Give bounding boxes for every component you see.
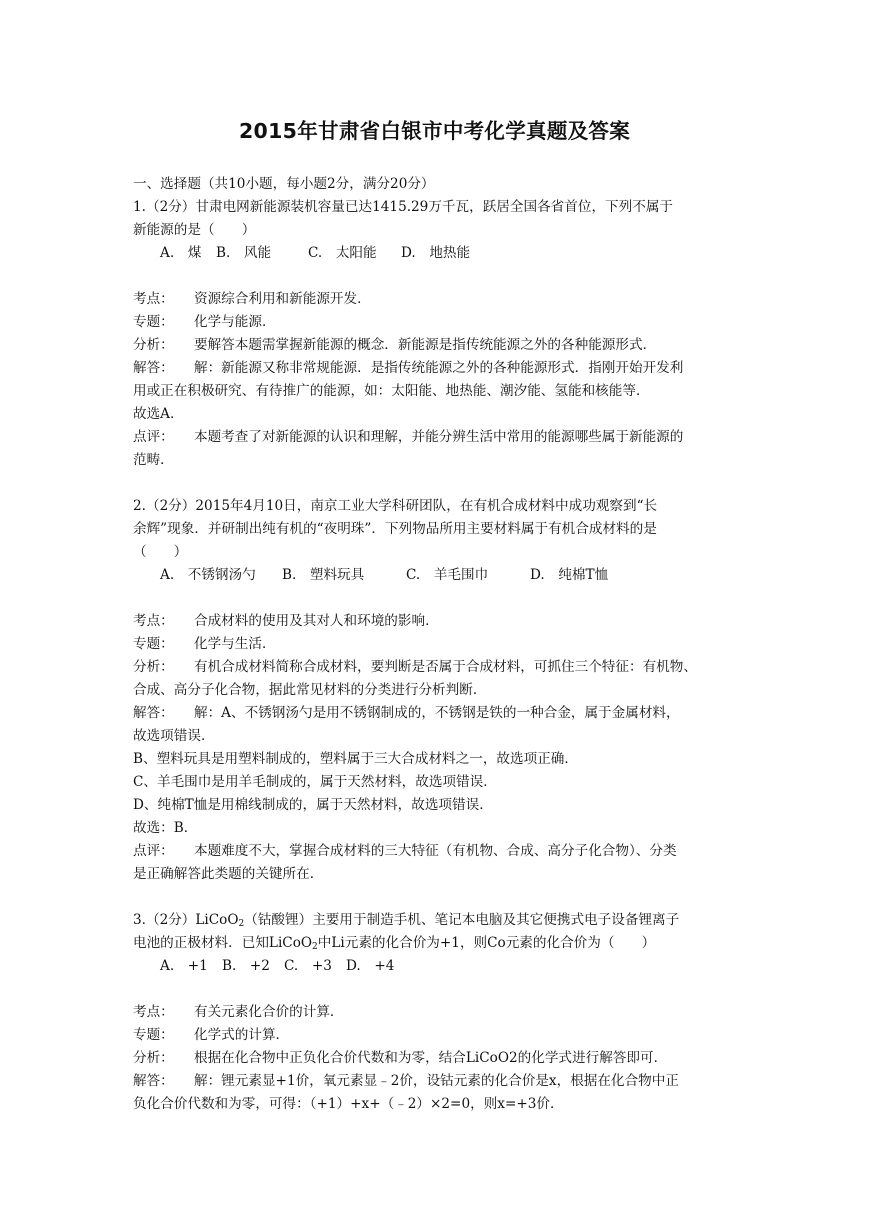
q3-stem-line2	[133, 933, 655, 953]
page-title: 2015年甘肃省白银市中考化学真题及答案	[238, 119, 631, 143]
q2-fenxi-text1: 有机合成材料简称合成材料，要判断是否属于合成材料，可抓住三个特征：有机物、	[194, 659, 697, 675]
q3-stem2-post: 中Li元素的化合价为+1，则Co元素的化合价为（ ）	[317, 935, 656, 951]
q2-jieda-text1: 解：A、不锈钢汤勺是用不锈钢制成的，不锈钢是铁的一种合金，属于金属材料，	[194, 705, 680, 721]
q2-jieda-line5: D、纯棉T恤是用棉线制成的，属于天然材料，故选项错误．	[133, 797, 493, 813]
q3-option-b: B. +2	[222, 958, 270, 974]
q3-stem2-pre: 电池的正极材料．已知LiCoO	[133, 935, 313, 951]
dianping-label: 点评：	[133, 843, 174, 859]
kaodian-label: 考点：	[133, 1004, 174, 1020]
q1-kaodian	[133, 289, 371, 309]
q1-stem-line1: 1.（2分）甘肃电网新能源装机容量已达1415.29万千瓦，跃居全国各省首位，下列不属于	[133, 199, 674, 215]
q3-jieda-text1: 解：锂元素显+1价，氧元素显﹣2价，设钴元素的化合价是x，根据在化合物中正	[194, 1073, 679, 1089]
q1-fenxi	[133, 335, 656, 355]
q2-jieda	[133, 703, 680, 723]
q3-jieda-line2: 负化合价代数和为零，可得：（+1）+x+（﹣2）×2=0，则x=+3价．	[133, 1096, 564, 1112]
q1-option-c: C. 太阳能	[308, 245, 377, 261]
section-header: 一、选择题（共10小题，每小题2分，满分20分）	[133, 176, 435, 192]
q1-dianping	[133, 427, 683, 447]
q3-option-c: C. +3	[284, 958, 332, 974]
q1-options	[160, 243, 470, 263]
q3-fenxi-text: 根据在化合物中正负化合价代数和为零，结合LiCoO2的化学式进行解答即可．	[194, 1050, 668, 1066]
q3-option-d: D. +4	[346, 958, 395, 974]
zhuanti-label: 专题：	[133, 636, 174, 652]
q2-dianping-line2: 是正确解答此类题的关键所在．	[133, 866, 324, 882]
q3-stem1-post: （钴酸锂）主要用于制造手机、笔记本电脑及其它便携式电子设备锂离子	[244, 912, 680, 928]
q2-jieda-line6: 故选：B．	[133, 820, 198, 836]
fenxi-label: 分析：	[133, 1050, 174, 1066]
q2-option-a: A. 不锈钢汤勺	[160, 567, 256, 583]
q1-zhuanti-text: 化学与能源．	[194, 314, 276, 330]
q3-kaodian	[133, 1002, 344, 1022]
q1-jieda	[133, 358, 683, 378]
q1-jieda-text1: 解：新能源又称非常规能源．是指传统能源之外的各种能源形式．指刚开始开发利	[194, 360, 684, 376]
q1-option-d: D. 地热能	[401, 245, 471, 261]
kaodian-label: 考点：	[133, 291, 174, 307]
q2-kaodian	[133, 611, 439, 631]
q2-stem-line1: 2.（2分）2015年4月10日，南京工业大学科研团队，在有机合成材料中成功观察到“长	[133, 498, 658, 514]
q1-stem-line2: 新能源的是（ ）	[133, 222, 256, 238]
jieda-label: 解答：	[133, 1073, 174, 1089]
q2-option-d: D. 纯棉T恤	[530, 567, 609, 583]
q1-kaodian-text: 资源综合利用和新能源开发．	[194, 291, 371, 307]
q2-kaodian-text: 合成材料的使用及其对人和环境的影响．	[194, 613, 439, 629]
q1-dianping-line2: 范畴．	[133, 452, 174, 468]
q2-fenxi	[133, 657, 697, 677]
kaodian-label: 考点：	[133, 613, 174, 629]
q1-option-b: B. 风能	[216, 245, 272, 261]
q1-dianping-text1: 本题考查了对新能源的认识和理解，并能分辨生活中常用的能源哪些属于新能源的	[194, 429, 684, 445]
q1-fenxi-text: 要解答本题需掌握新能源的概念．新能源是指传统能源之外的各种能源形式．	[194, 337, 657, 353]
q3-stem1-pre: 3.（2分）LiCoO	[133, 912, 239, 928]
q2-jieda-line4: C、羊毛围巾是用羊毛制成的，属于天然材料，故选项错误．	[133, 774, 497, 790]
q2-dianping	[133, 841, 677, 861]
dianping-label: 点评：	[133, 429, 174, 445]
q2-option-c: C. 羊毛围巾	[406, 567, 489, 583]
fenxi-label: 分析：	[133, 337, 174, 353]
q3-stem2-subscript: 2	[312, 942, 318, 952]
q1-option-a: A. 煤	[160, 245, 202, 261]
q2-zhuanti	[133, 634, 276, 654]
q2-dianping-text1: 本题难度不大，掌握合成材料的三大特征（有机物、合成、高分子化合物）、分类	[194, 843, 677, 859]
q2-options	[160, 565, 608, 585]
jieda-label: 解答：	[133, 705, 174, 721]
jieda-label: 解答：	[133, 360, 174, 376]
q2-stem-line2: 余辉”现象．并研制出纯有机的“夜明珠”．下列物品所用主要材料属于有机合成材料的是	[133, 521, 657, 537]
q2-jieda-line3: B、塑料玩具是用塑料制成的，塑料属于三大合成材料之一，故选项正确．	[133, 751, 578, 767]
q3-zhuanti-text: 化学式的计算．	[194, 1027, 290, 1043]
fenxi-label: 分析：	[133, 659, 174, 675]
q3-option-a: A. +1	[160, 958, 208, 974]
q3-kaodian-text: 有关元素化合价的计算．	[194, 1004, 344, 1020]
q1-jieda-line3: 故选A．	[133, 406, 184, 422]
q2-fenxi-line2: 合成、高分子化合物，据此常见材料的分类进行分析判断．	[133, 682, 487, 698]
q3-jieda	[133, 1071, 679, 1091]
q1-jieda-line2: 用或正在积极研究、有待推广的能源，如：太阳能、地热能、潮汐能、氢能和核能等．	[133, 383, 650, 399]
q2-stem-line3: （ ）	[133, 544, 188, 560]
zhuanti-label: 专题：	[133, 1027, 174, 1043]
q3-zhuanti	[133, 1025, 289, 1045]
q3-options	[160, 956, 394, 976]
q3-stem1-subscript: 2	[238, 919, 245, 929]
q2-zhuanti-text: 化学与生活．	[194, 636, 276, 652]
zhuanti-label: 专题：	[133, 314, 174, 330]
q3-stem-line1	[133, 910, 679, 930]
q2-jieda-line2: 故选项错误．	[133, 728, 215, 744]
q3-fenxi	[133, 1048, 667, 1068]
q1-zhuanti	[133, 312, 276, 332]
q2-option-b: B. 塑料玩具	[282, 567, 365, 583]
